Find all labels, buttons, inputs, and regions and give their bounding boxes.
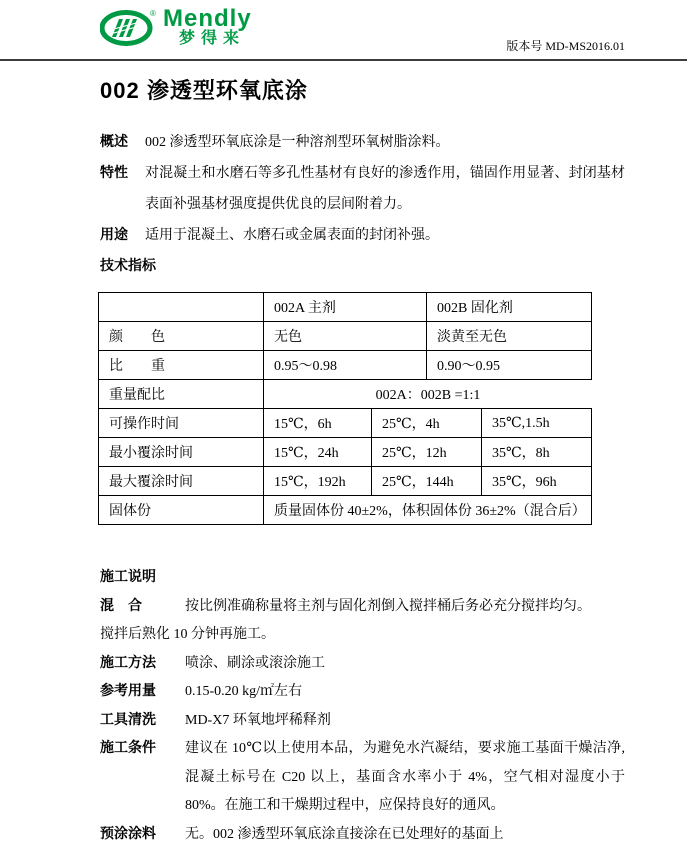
dosage-text: 0.15-0.20 kg/㎡左右 [185, 684, 303, 699]
method-text: 喷涂、刷涂或滚涂施工 [185, 655, 325, 671]
table-cell: 15℃，24h [264, 438, 372, 467]
mendly-oval-m-logo-icon [100, 8, 158, 53]
features-label: 特性 [100, 166, 128, 181]
table-row [99, 322, 592, 351]
table-cell: 15℃，6h [264, 409, 372, 438]
header-divider [0, 59, 687, 61]
dosage-label: 参考用量 [100, 684, 156, 699]
usage-paragraph [100, 220, 625, 251]
brand-name-chinese: 梦得来 [179, 30, 246, 47]
overview-text: 002 渗透型环氧底涂是一种溶剂型环氧树脂涂料。 [145, 135, 450, 150]
dosage-paragraph [100, 678, 625, 707]
table-row [99, 467, 592, 496]
precoat-paragraph [100, 821, 625, 850]
table-row [99, 293, 592, 322]
conditions-text: 建议在 10℃以上使用本品，为避免水汽凝结，要求施工基面干燥洁净,混凝土标号在 C20 以上，基面含水率小于 4%，空气相对湿度小于 80%。在施工和干燥期过程中，应保持良好的通风。 [185, 741, 625, 813]
brand-logo [100, 5, 252, 53]
precoat-text: 无。002 渗透型环氧底涂直接涂在已处理好的基面上 [185, 826, 504, 842]
conditions-paragraph [100, 735, 625, 821]
table-cell: 15℃，192h [264, 467, 372, 496]
construction-section [100, 564, 625, 849]
tech-specs-heading: 技术指标 [100, 259, 156, 274]
document-body [100, 127, 625, 849]
table-cell: 质量固体份 40±2%，体积固体份 36±2%（混合后） [264, 496, 592, 525]
table-corner-cell [99, 293, 264, 322]
table-cell: 002A：002B =1:1 [264, 380, 592, 409]
table-cell: 35℃，8h [482, 438, 592, 467]
row-label: 颜 色 [99, 322, 264, 351]
row-label: 比 重 [99, 351, 264, 380]
registered-mark: ® [150, 9, 156, 18]
cleaning-paragraph [100, 707, 625, 736]
overview-label: 概述 [100, 135, 128, 150]
page-title: 002 渗透型环氧底涂 [100, 78, 308, 103]
page-header [0, 0, 687, 61]
row-label: 最小覆涂时间 [99, 438, 264, 467]
table-cell: 25℃，12h [372, 438, 482, 467]
mixing-text-continued: 搅拌后熟化 10 分钟再施工。 [100, 627, 275, 642]
table-row [99, 380, 592, 409]
table-cell: 25℃，4h [372, 409, 482, 438]
table-header-002b: 002B 固化剂 [427, 293, 592, 322]
cleaning-label: 工具清洗 [100, 712, 156, 728]
mixing-paragraph [100, 593, 625, 622]
mixing-label: 混 合 [100, 598, 142, 614]
row-label: 最大覆涂时间 [99, 467, 264, 496]
table-row [99, 409, 592, 438]
table-cell: 无色 [264, 322, 427, 351]
table-cell: 0.90～0.95 [427, 351, 592, 380]
table-cell: 淡黄至无色 [427, 322, 592, 351]
features-paragraph [100, 158, 625, 220]
precoat-label: 预涂涂料 [100, 826, 156, 842]
row-label: 固体份 [99, 496, 264, 525]
table-cell: 0.95～0.98 [264, 351, 427, 380]
table-row [99, 496, 592, 525]
document-version: 版本号 MD-MS2016.01 [506, 39, 625, 53]
brand-text-block [163, 5, 252, 48]
row-label: 重量配比 [99, 380, 264, 409]
table-cell: 35℃,1.5h [482, 409, 592, 438]
usage-label: 用途 [100, 228, 128, 243]
table-header-002a: 002A 主剂 [264, 293, 427, 322]
table-cell: 25℃，144h [372, 467, 482, 496]
construction-heading: 施工说明 [100, 570, 156, 585]
features-text: 对混凝土和水磨石等多孔性基材有良好的渗透作用，锚固作用显著、封闭基材表面补强基材强度提供优良的层间附着力。 [145, 166, 625, 212]
table-cell: 35℃，96h [482, 467, 592, 496]
row-label: 可操作时间 [99, 409, 264, 438]
table-row [99, 438, 592, 467]
tech-specs-table [98, 292, 592, 525]
conditions-label: 施工条件 [100, 741, 156, 756]
usage-text: 适用于混凝土、水磨石或金属表面的封闭补强。 [145, 228, 439, 243]
method-paragraph [100, 650, 625, 679]
cleaning-text: MD-X7 环氧地坪稀释剂 [185, 712, 331, 728]
method-label: 施工方法 [100, 655, 156, 671]
brand-name: Mendly [163, 5, 252, 32]
mixing-text: 按比例准确称量将主剂与固化剂倒入搅拌桶后务必充分搅拌均匀。 [185, 598, 591, 614]
table-row [99, 351, 592, 380]
overview-paragraph [100, 127, 625, 158]
